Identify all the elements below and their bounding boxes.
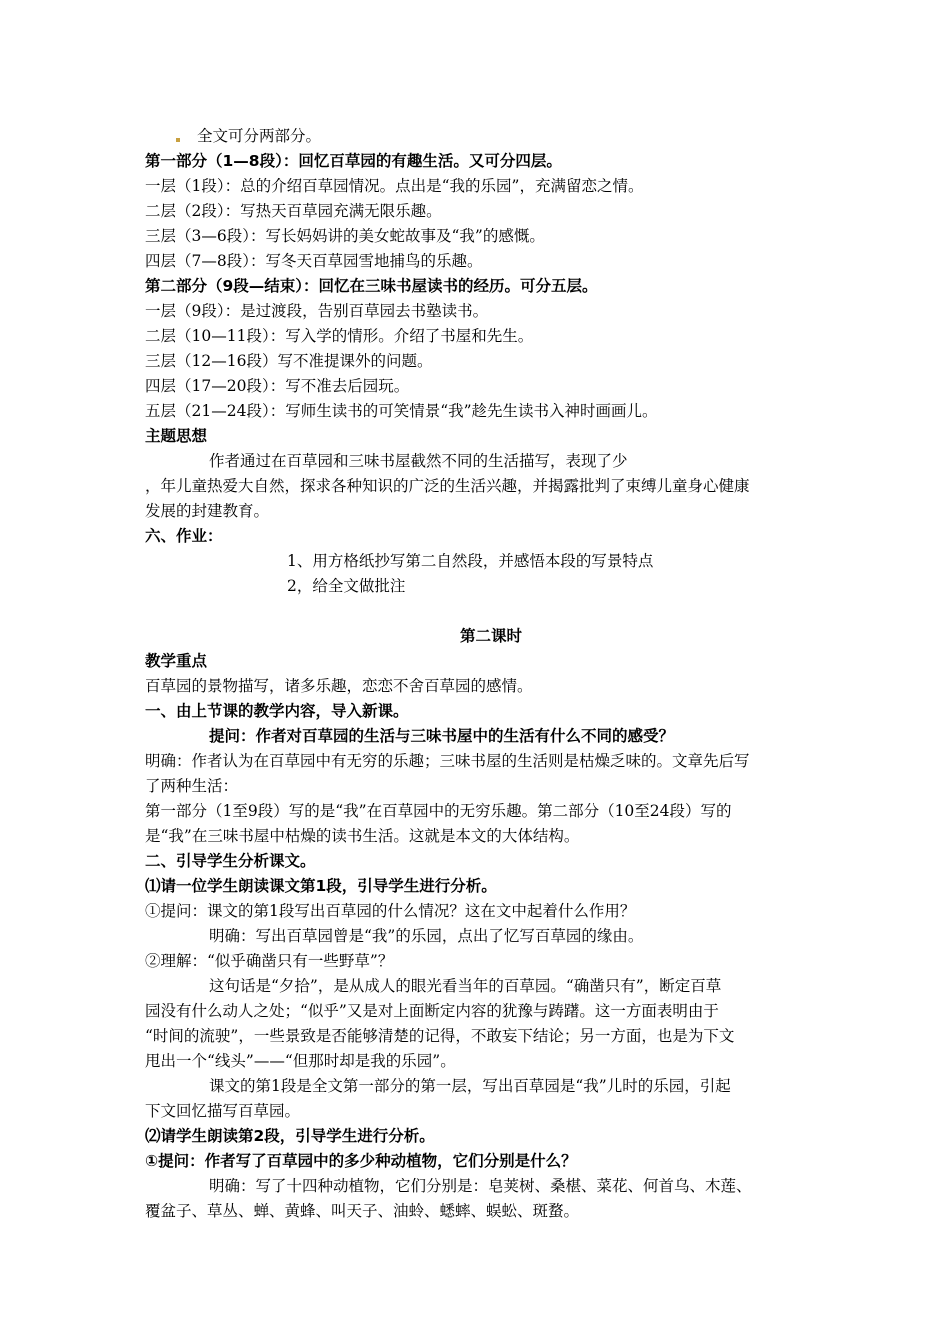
section-heading: 教学重点 <box>145 652 208 670</box>
text-line: 明确：作者认为在百草园中有无穷的乐趣；三味书屋的生活则是枯燥乏味的。文章先后写 <box>145 752 750 770</box>
section-heading: ⑴请一位学生朗读课文第1段，引导学生进行分析。 <box>145 877 497 895</box>
text-line: 甩出一个“线头”——“但那时却是我的乐园”。 <box>145 1052 456 1070</box>
text-line: 这句话是“夕拾”，是从成人的眼光看当年的百草园。“确凿只有”，断定百草 <box>209 977 722 995</box>
homework-item: 1、用方格纸抄写第二自然段，并感悟本段的写景特点 <box>287 552 654 570</box>
text-line: 第一部分（1至9段）写的是“我”在百草园中的无穷乐趣。第二部分（10至24段）写的 <box>145 802 732 820</box>
text-line: 二层（10—11段）：写入学的情形。介绍了书屋和先生。 <box>145 327 534 345</box>
text-line: 作者通过在百草园和三味书屋截然不同的生活描写，表现了少 <box>209 452 628 470</box>
text-line: 是“我”在三味书屋中枯燥的读书生活。这就是本文的大体结构。 <box>145 827 580 845</box>
text-line: 明确：写出百草园曾是“我”的乐园，点出了忆写百草园的缘由。 <box>209 927 644 945</box>
text-line: ①提问：课文的第1段写出百草园的什么情况？这在文中起着什么作用？ <box>145 902 636 920</box>
text-line: 明确：写了十四种动植物，它们分别是：皂荚树、桑椹、菜花、何首乌、木莲、 <box>209 1177 752 1195</box>
text-line: 一层（9段）：是过渡段，告别百草园去书塾读书。 <box>145 302 489 320</box>
text-line: 五层（21—24段）：写师生读书的可笑情景“我”趁先生读书入神时画画儿。 <box>145 402 658 420</box>
text-line: ②理解：“似乎确凿只有一些野草”？ <box>145 952 394 970</box>
bullet-marker <box>176 138 180 142</box>
text-line: 覆盆子、草丛、蝉、黄蜂、叫天子、油蛉、蟋蟀、蜈蚣、斑蝥。 <box>145 1202 580 1220</box>
lesson-title: 第二课时 <box>460 627 523 645</box>
text-line: 全文可分两部分。 <box>197 127 322 145</box>
text-line: ，年儿童热爱大自然，探求各种知识的广泛的生活兴趣，并揭露批判了束缚儿童身心健康 <box>145 477 750 495</box>
section-heading: ⑵请学生朗读第2段，引导学生进行分析。 <box>145 1127 435 1145</box>
text-line: 百草园的景物描写，诸多乐趣，恋恋不舍百草园的感情。 <box>145 677 533 695</box>
text-line: 二层（2段）：写热天百草园充满无限乐趣。 <box>145 202 442 220</box>
text-line: 发展的封建教育。 <box>145 502 270 520</box>
text-line: 园没有什么动人之处；“似乎”又是对上面断定内容的犹豫与踌躇。这一方面表明由于 <box>145 1002 719 1020</box>
section-heading: ①提问：作者写了百草园中的多少种动植物，它们分别是什么？ <box>145 1152 577 1170</box>
section-heading: 一、由上节课的教学内容，导入新课。 <box>145 702 409 720</box>
section-heading: 六、作业： <box>145 527 223 545</box>
text-line: 四层（7—8段）：写冬天百草园雪地捕鸟的乐趣。 <box>145 252 483 270</box>
homework-item: 2，给全文做批注 <box>287 577 406 595</box>
text-line: 三层（12—16段）写不准提课外的问题。 <box>145 352 433 370</box>
text-line: 一层（1段）：总的介绍百草园情况。点出是“我的乐园”，充满留恋之情。 <box>145 177 644 195</box>
text-line: 了两种生活： <box>145 777 239 795</box>
text-line: 下文回忆描写百草园。 <box>145 1102 301 1120</box>
section-heading: 二、引导学生分析课文。 <box>145 852 316 870</box>
text-line: 四层（17—20段）：写不准去后园玩。 <box>145 377 410 395</box>
section-heading: 主题思想 <box>145 427 208 445</box>
section-heading: 第一部分（1—8段）：回忆百草园的有趣生活。又可分四层。 <box>145 152 562 170</box>
text-line: 三层（3—6段）：写长妈妈讲的美女蛇故事及“我”的感慨。 <box>145 227 545 245</box>
question-line: 提问：作者对百草园的生活与三味书屋中的生活有什么不同的感受？ <box>209 727 675 745</box>
section-heading: 第二部分（9段—结束）：回忆在三味书屋读书的经历。可分五层。 <box>145 277 598 295</box>
text-line: 课文的第1段是全文第一部分的第一层，写出百草园是“我”儿时的乐园，引起 <box>209 1077 731 1095</box>
text-line: “时间的流驶”，一些景致是否能够清楚的记得，不敢妄下结论；另一方面，也是为下文 <box>145 1027 735 1045</box>
